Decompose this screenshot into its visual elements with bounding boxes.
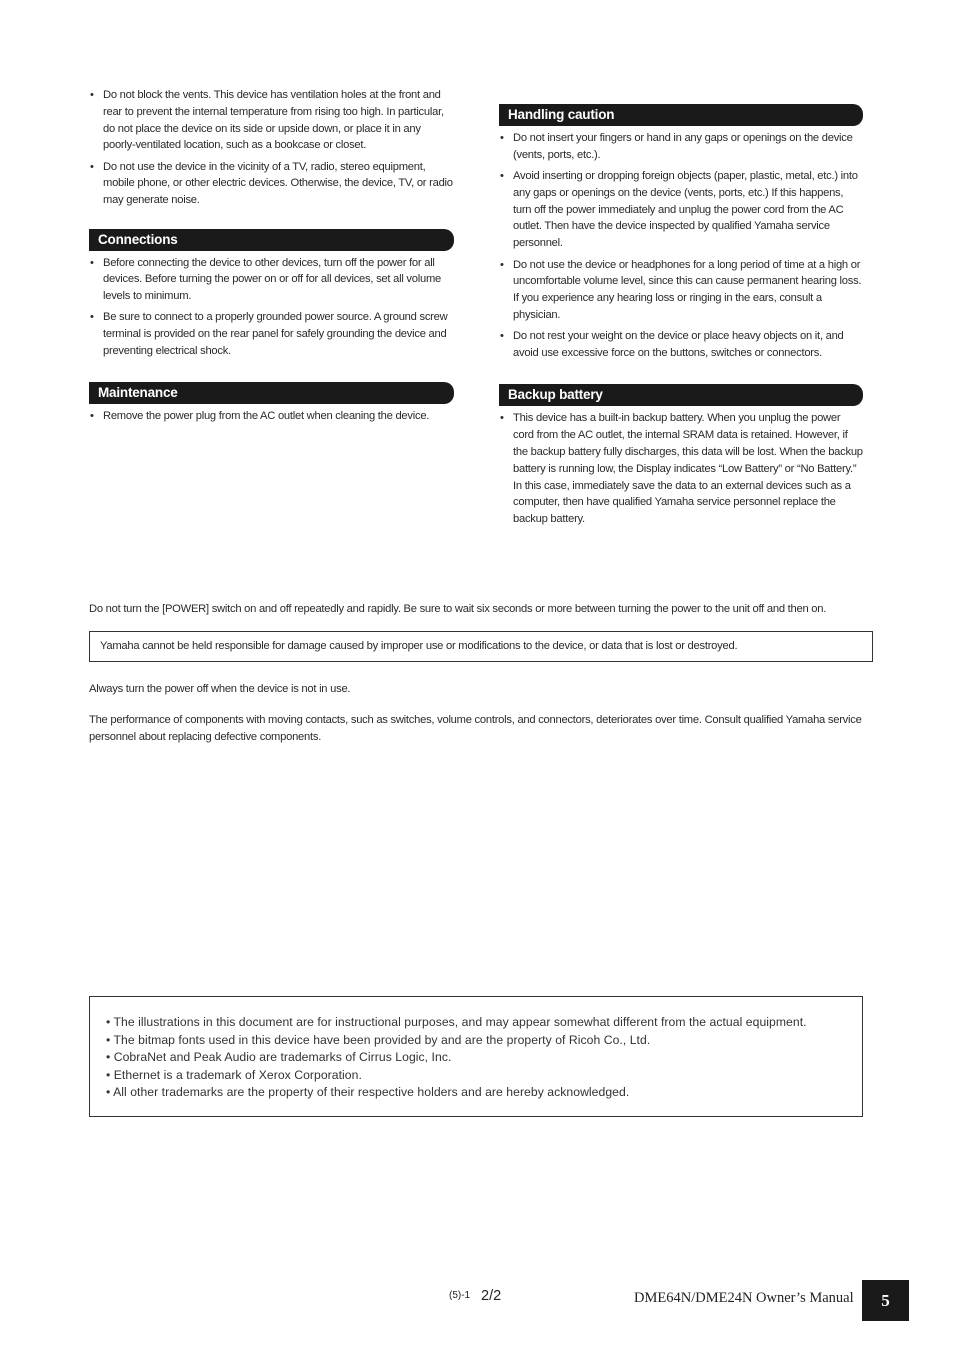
legal-notes-list <box>90 997 862 1102</box>
list-item: • Do not block the vents. This device has ventilation holes at the front and rear to prevent the internal temperature from rising too high. In particular, do not place the device on its side or upside down, or place it in any poorly-ventilated location, such as a bookcase or closet. <box>89 87 454 154</box>
list-item: • This device has a built-in backup battery. When you unplug the power cord from the AC outlet, the internal SRAM data is retained. However, if the backup battery fully discharges, this data will be lost. When the backup battery is running low, the Display indicates “Low Battery” or “No Battery.” In this case, immediately save the data to an external devices such as a computer, then have qualified Yamaha service personnel replace the backup battery. <box>499 410 863 528</box>
list-item: • Do not insert your fingers or hand in any gaps or openings on the device (vents, ports, etc.). <box>499 130 863 164</box>
maintenance-bullet-list <box>89 408 454 425</box>
list-item: • Be sure to connect to a properly grounded power source. A ground screw terminal is provided on the rear panel for safely grounding the device and preventing electrical shock. <box>89 309 454 359</box>
liability-notice-box <box>89 631 873 662</box>
legal-note-item: • The illustrations in this document are for instructional purposes, and may appear somewhat different from the actual equipment. <box>106 1015 807 1029</box>
legal-note-item: • CobraNet and Peak Audio are trademarks of Cirrus Logic, Inc. <box>106 1050 452 1064</box>
section-heading-connections: Connections <box>89 229 454 251</box>
legal-note-item: • Ethernet is a trademark of Xerox Corporation. <box>106 1067 362 1082</box>
legal-note-item: • All other trademarks are the property of their respective holders and are hereby acknowledged. <box>106 1085 630 1099</box>
footer-page-of: 2/2 <box>481 1288 502 1304</box>
handling-caution-bullet-list <box>499 130 863 362</box>
left-column <box>89 87 454 430</box>
footer-manual-title: DME64N/DME24N Owner’s Manual <box>634 1290 854 1306</box>
section-heading-backup-battery: Backup battery <box>499 384 863 406</box>
backup-battery-bullet-list <box>499 410 863 528</box>
section-heading-maintenance: Maintenance <box>89 382 454 404</box>
legal-note-item: • The bitmap fonts used in this device have been provided by and are the property of Ricoh Co., Ltd. <box>106 1032 651 1047</box>
legal-notes-box <box>89 996 863 1117</box>
right-column <box>499 104 863 532</box>
connections-bullet-list <box>89 255 454 360</box>
footer-document-code: (5)-1 <box>449 1290 471 1301</box>
list-item: • Before connecting the device to other devices, turn off the power for all devices. Before turning the power on or off for all devices, set all volume levels to minimum. <box>89 255 454 305</box>
intro-bullet-list <box>89 87 454 209</box>
power-off-note: Always turn the power off when the device is not in use. <box>89 683 351 695</box>
list-item: • Avoid inserting or dropping foreign objects (paper, plastic, metal, etc.) into any gaps or openings on the device (vents, ports, etc.) If this happens, turn off the power immediately and unplug the power cord from the AC outlet. Then have the device inspected by qualified Yamaha service personnel. <box>499 168 863 252</box>
components-note: The performance of components with moving contacts, such as switches, volume controls, and connectors, deteriorates over time. Consult qualified Yamaha service personnel about replacing defective components. <box>89 714 862 743</box>
section-heading-handling-caution: Handling caution <box>499 104 863 126</box>
power-switch-note: Do not turn the [POWER] switch on and off repeatedly and rapidly. Be sure to wait six seconds or more between turning the power to the unit off and then on. <box>89 603 827 615</box>
liability-notice-text: Yamaha cannot be held responsible for damage caused by improper use or modifications to the device, or data that is lost or destroyed. <box>100 640 738 652</box>
page-number: 5 <box>862 1280 909 1321</box>
list-item: • Do not rest your weight on the device or place heavy objects on it, and avoid use excessive force on the buttons, switches or connectors. <box>499 328 863 362</box>
list-item: • Do not use the device or headphones for a long period of time at a high or uncomfortable volume level, since this can cause permanent hearing loss. If you experience any hearing loss or ringing in the ears, consult a physician. <box>499 257 863 324</box>
list-item: • Remove the power plug from the AC outlet when cleaning the device. <box>89 408 454 425</box>
list-item: • Do not use the device in the vicinity of a TV, radio, stereo equipment, mobile phone, or other electric devices. Otherwise, the device, TV, or radio may generate noise. <box>89 159 454 209</box>
